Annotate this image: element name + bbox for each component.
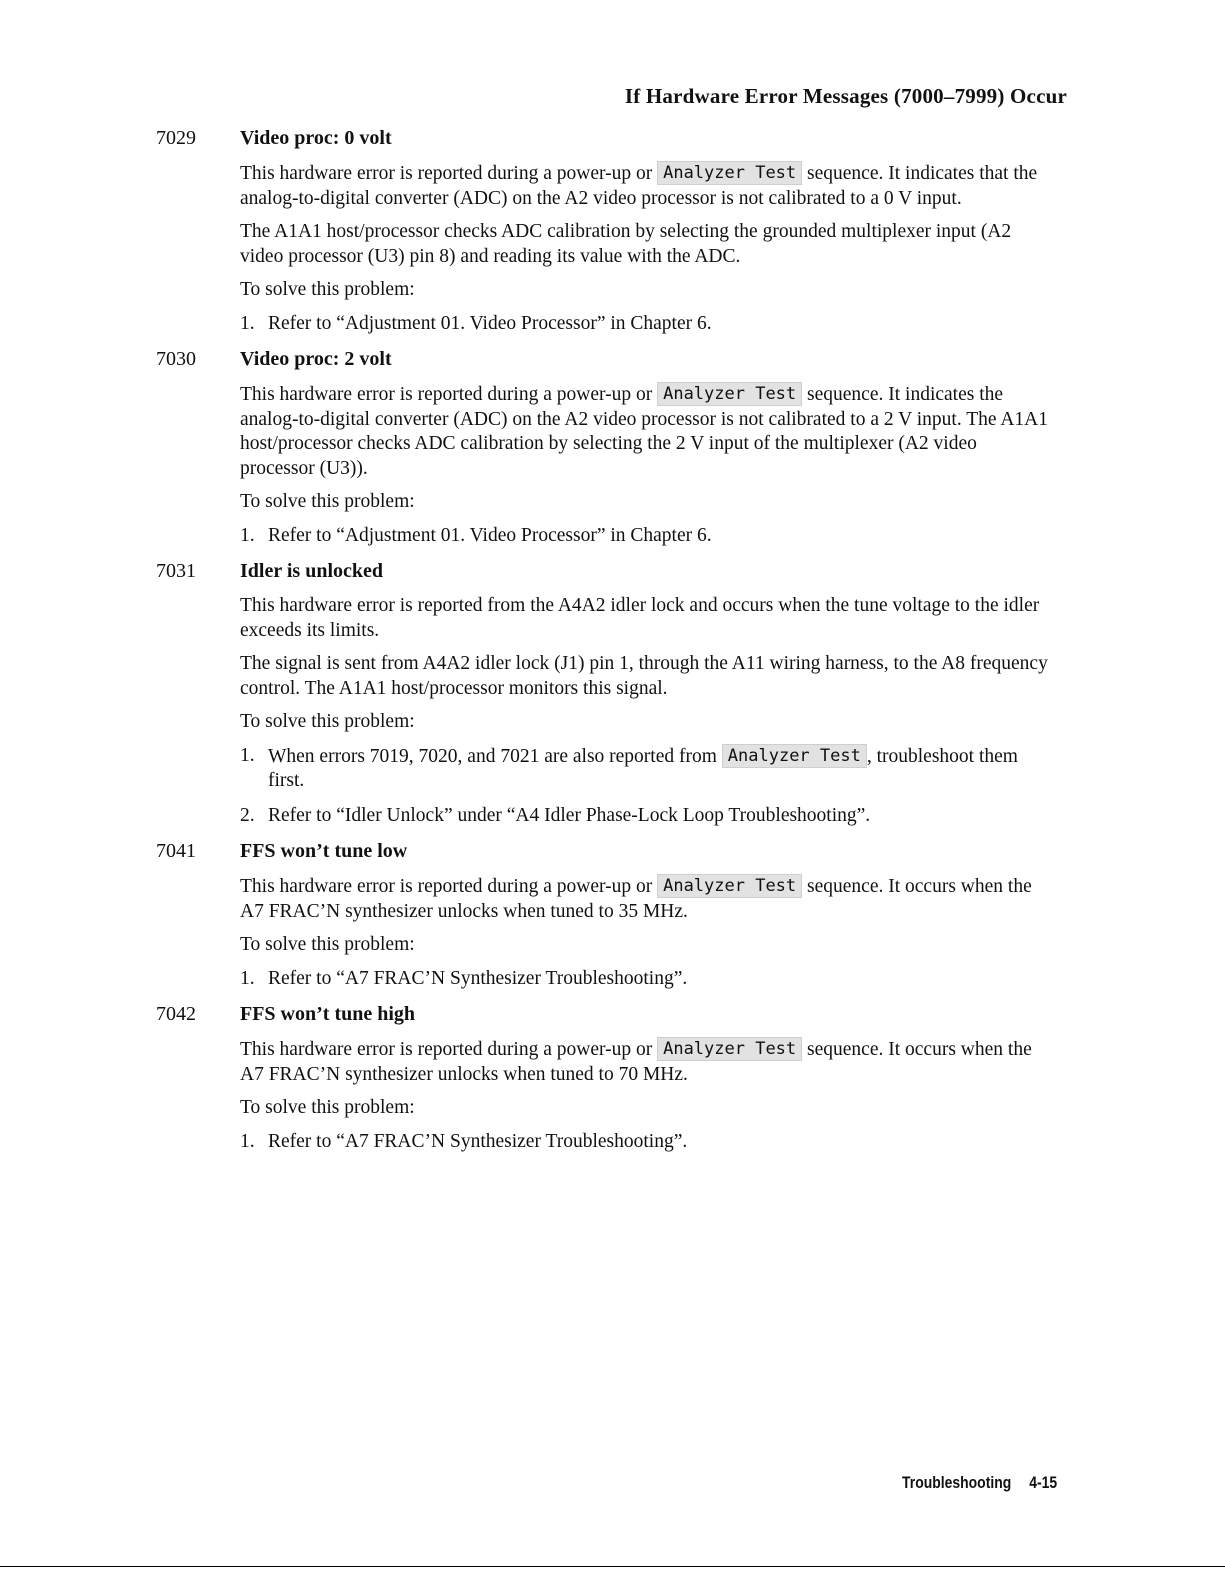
page-footer [902,1473,1057,1493]
step-item: 1. Refer to “A7 FRAC’N Synthesizer Troubleshooting”. [240,967,688,989]
description-paragraph: This hardware error is reported during a power-up or Analyzer Test sequence. It indicates that the analog-to-digital converter (ADC) on the A2 video processor is not calibrated to a 0 V input. [240,163,1038,209]
error-title: Video proc: 2 volt [240,348,392,370]
description-paragraph: This hardware error is reported from the A4A2 idler lock and occurs when the tune voltage to the idler exceeds its limits. [240,595,1040,641]
bottom-rule [0,1566,1225,1567]
error-code: 7042 [156,1003,196,1025]
description-paragraph: This hardware error is reported during a power-up or Analyzer Test sequence. It occurs when the A7 FRAC’N synthesizer unlocks when tuned to 35 MHz. [240,876,1032,922]
running-head: If Hardware Error Messages (7000–7999) Occur [624,84,1067,108]
analyzer-test-softkey: Analyzer Test [657,874,802,898]
solve-label: To solve this problem: [240,491,415,512]
page-number: 4-15 [1029,1473,1057,1492]
error-title: FFS won’t tune low [240,840,408,862]
analyzer-test-softkey: Analyzer Test [657,161,802,185]
step-item: 2. Refer to “Idler Unlock” under “A4 Idler Phase-Lock Loop Troubleshooting”. [240,804,871,826]
error-entry-7030 [156,346,1056,548]
step-item: 1. Refer to “A7 FRAC’N Synthesizer Troubleshooting”. [240,1130,688,1152]
error-code: 7029 [156,127,196,149]
analyzer-test-softkey: Analyzer Test [657,1037,802,1061]
error-code: 7041 [156,840,196,862]
error-code: 7030 [156,348,196,370]
step-item: 1. Refer to “Adjustment 01. Video Processor” in Chapter 6. [240,524,712,546]
detail-paragraph: The signal is sent from A4A2 idler lock (J1) pin 1, through the A11 wiring harness, to the A8 frequency control. The A1A1 host/processor monitors this signal. [240,653,1048,699]
error-title: Video proc: 0 volt [240,127,392,149]
description-paragraph: This hardware error is reported during a power-up or Analyzer Test sequence. It indicates the analog-to-digital converter (ADC) on the A2 video processor is not calibrated to a 2 V input. The A1A1 host/processor checks ADC calibration by selecting the 2 V input of the multiplexer (A2 video processor (U3)). [240,384,1048,479]
analyzer-test-softkey: Analyzer Test [657,382,802,406]
step-item: 1. Refer to “Adjustment 01. Video Processor” in Chapter 6. [240,312,712,334]
solve-label: To solve this problem: [240,934,415,955]
step-item: 1. When errors 7019, 7020, and 7021 are also reported from Analyzer Test , troubleshoot them first. [240,744,1018,791]
solve-label: To solve this problem: [240,711,415,732]
footer-section: Troubleshooting [901,1473,1012,1492]
page-content [156,125,1056,1164]
error-title: Idler is unlocked [240,560,383,582]
error-entry-7031 [156,558,1056,828]
error-code: 7031 [156,560,196,582]
description-paragraph: This hardware error is reported during a power-up or Analyzer Test sequence. It occurs when the A7 FRAC’N synthesizer unlocks when tuned to 70 MHz. [240,1039,1032,1085]
error-entry-7042 [156,1001,1056,1154]
analyzer-test-softkey: Analyzer Test [722,744,867,768]
detail-paragraph: The A1A1 host/processor checks ADC calibration by selecting the grounded multiplexer input (A2 video processor (U3) pin 8) and reading its value with the ADC. [240,221,1012,267]
error-entry-7029 [156,125,1056,336]
error-title: FFS won’t tune high [240,1003,416,1025]
error-entry-7041 [156,838,1056,991]
solve-label: To solve this problem: [240,279,415,300]
solve-label: To solve this problem: [240,1097,415,1118]
